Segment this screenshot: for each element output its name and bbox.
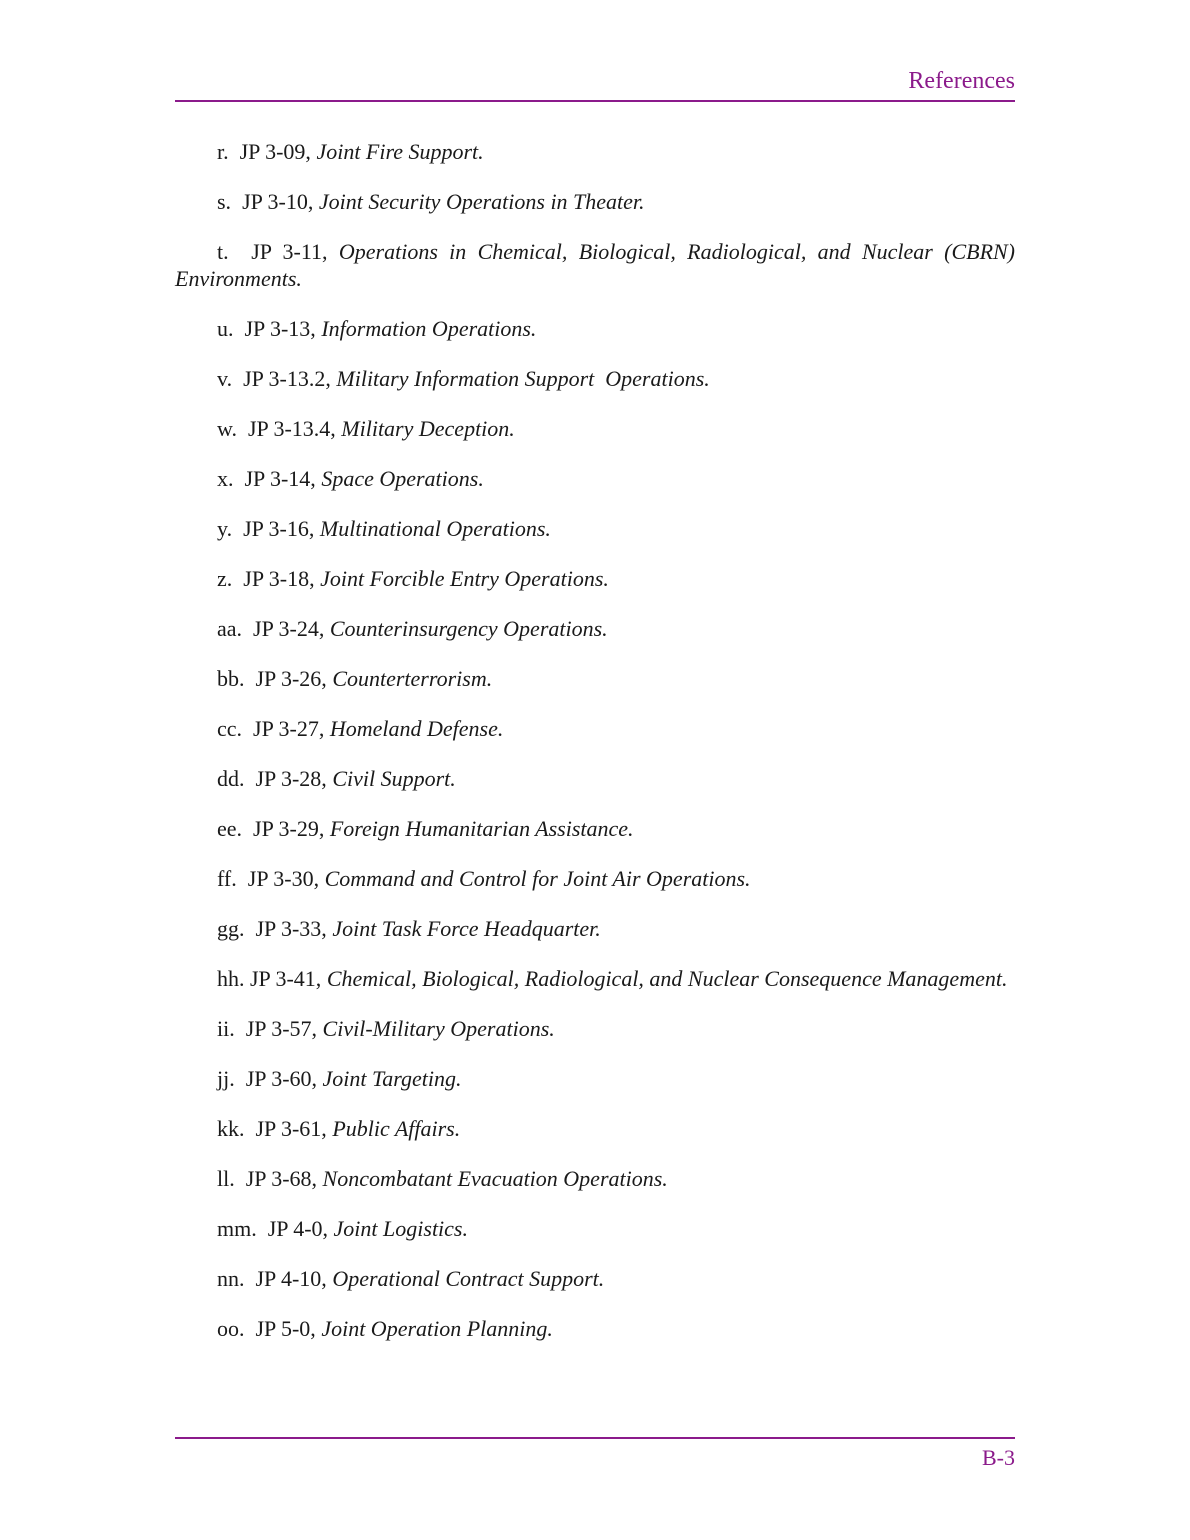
reference-item [175, 1315, 1015, 1342]
reference-title: Joint Operation Planning. [321, 1316, 553, 1341]
reference-publication: JP 3-09, [239, 139, 311, 164]
reference-label: ii. [217, 1016, 235, 1041]
reference-item [175, 188, 1015, 215]
reference-item [175, 665, 1015, 692]
reference-publication: JP 3-41, [250, 966, 322, 991]
reference-label: hh. [217, 966, 245, 991]
reference-label: ff. [217, 866, 237, 891]
reference-publication: JP 3-13, [244, 316, 316, 341]
reference-publication: JP 3-10, [242, 189, 314, 214]
reference-item [175, 1065, 1015, 1092]
reference-title: Command and Control for Joint Air Operations. [324, 866, 751, 891]
reference-item [175, 915, 1015, 942]
reference-publication: JP 3-14, [244, 466, 316, 491]
reference-title: Joint Targeting. [322, 1066, 462, 1091]
reference-label: nn. [217, 1266, 245, 1291]
reference-title: Joint Security Operations in Theater. [318, 189, 645, 214]
reference-label: x. [217, 466, 234, 491]
reference-publication: JP 3-28, [255, 766, 327, 791]
page-number: B-3 [982, 1445, 1015, 1470]
running-header-title: References [908, 68, 1015, 94]
reference-title: Civil-Military Operations. [322, 1016, 555, 1041]
reference-item [175, 965, 1015, 992]
reference-title: Operational Contract Support. [332, 1266, 605, 1291]
reference-title: Information Operations. [321, 316, 537, 341]
reference-item [175, 815, 1015, 842]
reference-label: r. [217, 139, 229, 164]
reference-label: oo. [217, 1316, 245, 1341]
reference-item [175, 238, 1021, 292]
reference-title: Operations in Chemical, Biological, Radiological, and Nuclear (CBRN) Environments. [175, 239, 1021, 291]
reference-title: Foreign Humanitarian Assistance. [329, 816, 634, 841]
reference-title: Military Information Support Operations. [336, 366, 710, 391]
reference-item [175, 565, 1015, 592]
reference-title: Joint Task Force Headquarter. [332, 916, 601, 941]
reference-label: kk. [217, 1116, 245, 1141]
reference-label: ee. [217, 816, 243, 841]
reference-label: ll. [217, 1166, 235, 1191]
reference-publication: JP 3-24, [253, 616, 325, 641]
reference-title: Civil Support. [332, 766, 456, 791]
reference-publication: JP 3-29, [253, 816, 325, 841]
reference-publication: JP 3-11, [251, 239, 328, 264]
reference-publication: JP 3-33, [255, 916, 327, 941]
reference-title: Counterterrorism. [332, 666, 493, 691]
reference-item [175, 715, 1015, 742]
reference-title: Joint Forcible Entry Operations. [320, 566, 609, 591]
reference-item [175, 1265, 1015, 1292]
reference-label: cc. [217, 716, 243, 741]
reference-item [175, 765, 1015, 792]
reference-title: Joint Logistics. [333, 1216, 468, 1241]
reference-publication: JP 3-60, [245, 1066, 318, 1091]
reference-label: v. [217, 366, 233, 391]
reference-item [175, 365, 1015, 392]
reference-item [175, 865, 1015, 892]
reference-publication: JP 3-26, [255, 666, 327, 691]
reference-label: s. [217, 189, 232, 214]
reference-publication: JP 4-10, [255, 1266, 327, 1291]
reference-title: Counterinsurgency Operations. [329, 616, 608, 641]
reference-label: dd. [217, 766, 245, 791]
reference-item [175, 415, 1015, 442]
reference-label: jj. [217, 1066, 235, 1091]
reference-item [175, 1115, 1015, 1142]
reference-publication: JP 3-61, [255, 1116, 327, 1141]
reference-item [175, 615, 1015, 642]
reference-title: Noncombatant Evacuation Operations. [322, 1166, 668, 1191]
reference-publication: JP 3-13.2, [243, 366, 331, 391]
reference-item [175, 515, 1015, 542]
reference-publication: JP 3-27, [253, 716, 325, 741]
reference-label: u. [217, 316, 234, 341]
reference-label: z. [217, 566, 233, 591]
reference-item [175, 465, 1015, 492]
reference-label: w. [217, 416, 237, 441]
reference-title: Homeland Defense. [329, 716, 504, 741]
reference-item [175, 138, 1015, 165]
reference-label: aa. [217, 616, 243, 641]
footer-rule [175, 1437, 1015, 1439]
reference-label: mm. [217, 1216, 257, 1241]
reference-publication: JP 3-68, [245, 1166, 318, 1191]
reference-publication: JP 3-18, [243, 566, 315, 591]
reference-publication: JP 5-0, [255, 1316, 316, 1341]
reference-title: Public Affairs. [332, 1116, 461, 1141]
reference-publication: JP 3-57, [245, 1016, 318, 1041]
reference-publication: JP 3-30, [247, 866, 320, 891]
reference-item [175, 1215, 1015, 1242]
reference-title: Space Operations. [321, 466, 484, 491]
reference-item [175, 1165, 1015, 1192]
reference-item [175, 1015, 1015, 1042]
reference-label: t. [217, 239, 229, 264]
reference-publication: JP 4-0, [267, 1216, 329, 1241]
reference-publication: JP 3-16, [243, 516, 315, 541]
reference-item [175, 315, 1015, 342]
reference-title: Chemical, Biological, Radiological, and Nuclear Consequence Management. [326, 966, 1008, 991]
reference-list [175, 138, 1021, 1365]
reference-title: Joint Fire Support. [316, 139, 484, 164]
reference-title: Military Deception. [341, 416, 515, 441]
reference-publication: JP 3-13.4, [247, 416, 336, 441]
reference-title: Multinational Operations. [319, 516, 551, 541]
reference-label: bb. [217, 666, 245, 691]
header-rule [175, 100, 1015, 102]
reference-label: y. [217, 516, 233, 541]
reference-label: gg. [217, 916, 245, 941]
